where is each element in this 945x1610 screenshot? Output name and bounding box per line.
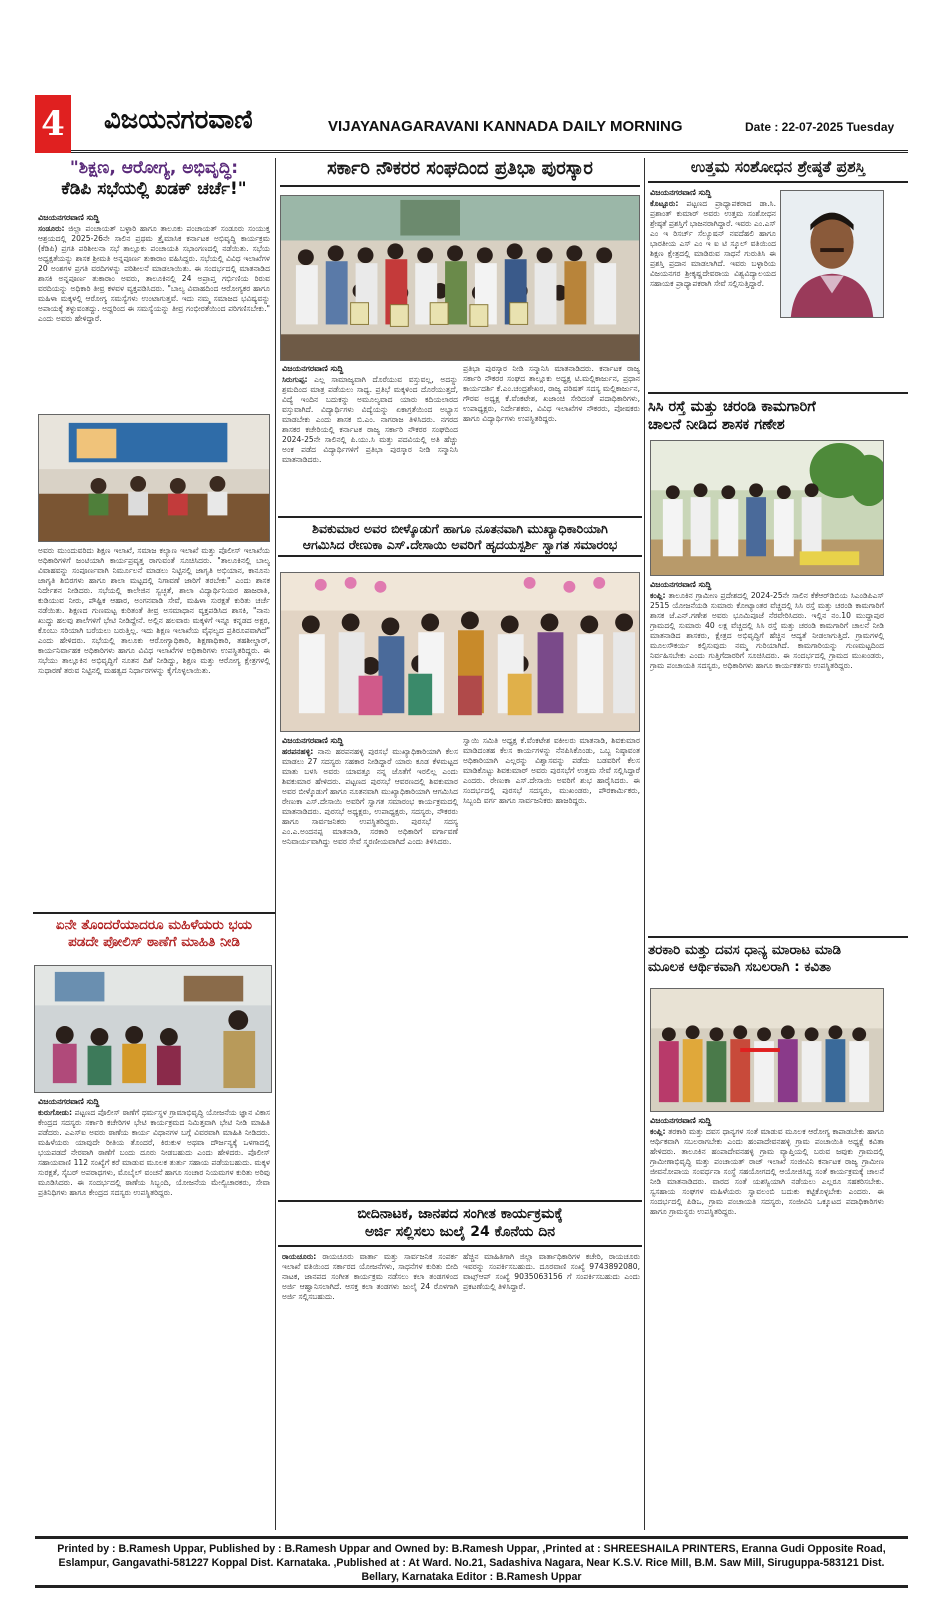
bayalata-headline	[278, 1200, 642, 1247]
farewell-body-right: ಸ್ವಾಯಿ ಸಮಿತಿ ಅಧ್ಯಕ್ಷ ಕೆ.ವೆಂಕಟೇಶ ವಕೀಲರು ಮಾತನಾಡಿ, ಶಿವಕುಮಾರ ಮಾಡಿದಂತಹ ಕೆಲಸ ಕಾರ್ಯಗಳನ್ನು ನೆನಪಿಸಿಕೊಂಡು, ಒಬ್ಬ ನಿಷ್ಠಾವಂತ ಅಧಿಕಾರಿಯಾಗಿ ಎಲ್ಲರನ್ನು ವಿಶ್ವಾಸವನ್ನು ಪಡೆದು ಬಡವರಿಗೆ ಕೆಲಸ ಮಾಡಿಕೊಟ್ಟು ಶಿವಕುಮಾರ್ ಅವರು ಪುರಸಭೆಗೆ ಉತ್ತಮ ಸೇವೆ ಸಲ್ಲಿಸಿದ್ದಾರೆ ಎಂದರು. ರೇಣುಕಾ ಎಸ್.ದೇಸಾಯಿ ಅವರಿಗೆ ಶುಭ ಹಾರೈಸಿದರು. ಈ ಸಂದರ್ಭದಲ್ಲಿ ಪುರಸಭೆ ಸದಸ್ಯರು, ಮುಖಂಡರು, ಪೌರಕಾರ್ಮಿಕರು, ಸಿಬ್ಬಂದಿ ವರ್ಗ ಹಾಗೂ ಸಾರ್ವಜನಿಕರು ಹಾಜರಿದ್ದರು.	[463, 736, 640, 806]
kdp-headline-line2: ಕೆಡಿಪಿ ಸಭೆಯಲ್ಲಿ ಖಡಕ್ ಚರ್ಚೆ!"	[61, 179, 247, 200]
research-portrait-photo	[780, 190, 884, 318]
bayalata-headline-line2: ಅರ್ಜಿ ಸಲ್ಲಿಸಲು ಜುಲೈ 24 ಕೊನೆಯ ದಿನ	[364, 1223, 556, 1240]
pratibha-body-left	[282, 375, 458, 513]
cc-road-headline-line2: ಚಾಲನೆ ನೀಡಿದ ಶಾಸಕ ಗಣೇಶ	[648, 417, 785, 434]
research-body-text: ಪಟ್ಟಣದ ಪ್ರಾಧ್ಯಾಪಕರಾದ ಡಾ.ಸಿ. ಪ್ರಶಾಂತ್ ಕುಮಾರ್ ಅವರು ಉತ್ತಮ ಸಂಶೋಧನ ಶ್ರೇಷ್ಠತೆ ಪ್ರಶಸ್ತಿಗೆ ಭಾಜನರಾಗಿದ್ದಾರೆ. ಇವರು ಎಂ.ಎಸ್ ಎಂ ಇ ರಿಸರ್ಚ್ ಸೆಲ್ಯೂಷನ್ ನವದೆಹಲಿ ಹಾಗೂ ಭಾರತೀಯ ಎಸ್ ಎಂ ಇ ಐ ಟಿ ಸ್ಕೂಲ್ ವತಿಯಿಂದ ಶಿಕ್ಷಣ ಕ್ಷೇತ್ರದಲ್ಲಿ ಮಾಡಿರುವ ಸಾಧನೆ ಗುರುತಿಸಿ ಈ ಪ್ರಶಸ್ತಿ ಪ್ರದಾನ ಮಾಡಲಾಗಿದೆ. ಇವರು ಬಳ್ಳಾರಿಯ ವಿಜಯನಗರ ಶ್ರೀಕೃಷ್ಣದೇವರಾಯ ವಿಶ್ವವಿದ್ಯಾಲಯದ ಸಹಾಯಕ ಪ್ರಾಧ್ಯಾಪಕರಾಗಿ ಸೇವೆ ಸಲ್ಲಿಸುತ್ತಿದ್ದಾರೆ.	[650, 199, 776, 289]
police-headline-line2: ಪಡದೇ ಪೋಲಿಸ್ ಠಾಣೆಗೆ ಮಾಹಿತಿ ನೀಡಿ	[68, 933, 240, 950]
imprint-footer	[35, 1536, 908, 1588]
column-rule	[644, 158, 645, 1530]
kdp-body-1	[38, 224, 270, 410]
page-number: 4	[35, 95, 71, 153]
imprint-line3: Bellary, Karnataka Editor : B.Ramesh Uppar	[361, 1570, 582, 1583]
police-byline: ವಿಜಯನಗರವಾಣಿ ಸುದ್ದಿ	[38, 1097, 100, 1106]
cc-road-body-text: ತಾಲೂಕಿನ ಗ್ರಾಮೀಣ ಪ್ರದೇಶದಲ್ಲಿ 2024-25ನೇ ಸಾಲಿನ ಕೆಕೆಆರ್‌ಡಿಬಿಯ ಸಿಎಂಡಿಪಿಎಸ್ 2515 ಯೋಜನೆಯಡಿ ಸುಮಾರು ಕೋಟ್ಯಾಂತರ ವೆಚ್ಚದಲ್ಲಿ ಸಿಸಿ ರಸ್ತೆ ಮತ್ತು ಚರಂಡಿ ಕಾಮಗಾರಿಗೆ ಶಾಸಕ ಜೆ.ಎನ್.ಗಣೇಶ ಅವರು ಭೂಮಿಪೂಜೆ ನೆರವೇರಿಸಿದರು. ಇಲ್ಲಿನ ನಂ.10 ಮುದ್ದಾಪುರ ಗ್ರಾಮದಲ್ಲಿ ಸುಮಾರು 40 ಲಕ್ಷ ವೆಚ್ಚದಲ್ಲಿ ಸಿಸಿ ರಸ್ತೆ ಮತ್ತು ಚರಂಡಿ ಕಾಮಗಾರಿಗೆ ಚಾಲನೆ ನೀಡಿ ಮಾತನಾಡಿದ ಶಾಸಕರು, ಕ್ಷೇತ್ರದ ಅಭಿವೃದ್ಧಿಗೆ ಹೆಚ್ಚಿನ ಆದ್ಯತೆ ನೀಡಲಾಗುತ್ತಿದೆ. ಗ್ರಾಮಗಳಲ್ಲಿ ಮೂಲಸೌಕರ್ಯ ಕಲ್ಪಿಸುವುದು ನಮ್ಮ ಗುರಿಯಾಗಿದೆ. ಕಾಮಗಾರಿಯನ್ನು ಗುಣಮಟ್ಟದಿಂದ ನಿರ್ವಹಿಸಬೇಕು ಎಂದು ಗುತ್ತಿಗೆದಾರರಿಗೆ ಸೂಚಿಸಿದರು. ಈ ಸಂದರ್ಭದಲ್ಲಿ ಗ್ರಾಮದ ಮುಖಂಡರು, ಗ್ರಾಮ ಪಂಚಾಯತಿ ಸದಸ್ಯರು, ಅಧಿಕಾರಿಗಳು ಹಾಗೂ ಕಾರ್ಯಕರ್ತರು ಉಪಸ್ಥಿತರಿದ್ದರು.	[650, 591, 884, 671]
cc-road-byline: ವಿಜಯನಗರವಾಣಿ ಸುದ್ದಿ	[650, 580, 712, 589]
pratibha-byline: ವಿಜಯನಗರವಾಣಿ ಸುದ್ದಿ	[282, 364, 344, 373]
bayalata-headline-line1: ಬೀದಿನಾಟಕ, ಜಾನಪದ ಸಂಗೀತ ಕಾರ್ಯಕ್ರಮಕ್ಕೆ	[357, 1206, 563, 1222]
imprint-line2: Eslampur, Gangavathi-581227 Koppal Dist. Karnataka. ,Published at : At Ward. No.21, Sadashiva Nagara, Near K.S.V. Rice Mill, B.M. Saw Mill, Siruguppa-583121 Dist.	[58, 1556, 885, 1569]
kdp-byline: ವಿಜಯನಗರವಾಣಿ ಸುದ್ದಿ	[38, 213, 100, 222]
kdp-headline	[38, 158, 270, 201]
vegetables-dateline: ಕಂಪ್ಲಿ:	[650, 1127, 666, 1136]
bayalata-body-left	[282, 1252, 458, 1530]
research-byline: ವಿಜಯನಗರವಾಣಿ ಸುದ್ದಿ	[650, 188, 712, 197]
issue-date: Date : 22-07-2025 Tuesday	[745, 120, 895, 134]
cc-road-headline	[648, 392, 908, 434]
farewell-byline: ವಿಜಯನಗರವಾಣಿ ಸುದ್ದಿ	[282, 736, 344, 745]
pratibha-body-text-left: ಎಲ್ಲ ಸಾಮಾಜ್ಯವಾಗಿ ದೊರೆಯುವ ವಸ್ತುವಲ್ಲ, ಅದನ್ನು ಶ್ರಮದಿಂದ ಮಾತ್ರ ಪಡೆಯಲು ಸಾಧ್ಯ. ಪ್ರತಿಭೆ ಮಕ್ಕಳಿಂದ ದೊರೆಯುತ್ತದೆ, ವಿದ್ಯೆ ಇಂದಿನ ಬದುಕನ್ನು ಅಮೂಲ್ಯವಾದ ಯಾರು ಕದಿಯಲಾರದ ವಸ್ತುವಾಗಿದೆ. ವಿದ್ಯಾರ್ಥಿಗಳು ವಿದ್ಯೆಯನ್ನು ಏಕಾಗ್ರತೆಯಿಂದ ಅಭ್ಯಾಸ ಮಾಡಬೇಕು ಎಂದು ಶಾಸಕ ಬಿ.ಎಂ. ನಾಗರಾಜ ತಿಳಿಸಿದರು. ನಗರದ ಶಾಸಕರ ಕಚೇರಿಯಲ್ಲಿ ಕರ್ನಾಟಕ ರಾಜ್ಯ ಸರ್ಕಾರಿ ನೌಕರರ ಸಂಘದಿಂದ 2024-25ನೇ ಸಾಲಿನಲ್ಲಿ ಪಿ.ಯು.ಸಿ ಮತ್ತು ಪದವಿಯಲ್ಲಿ ಅತಿ ಹೆಚ್ಚು ಅಂಕ ಪಡೆದ ವಿದ್ಯಾರ್ಥಿಗಳಿಗೆ ಪ್ರತಿಭಾ ಪುರಸ್ಕಾರ ನೀಡಿ ಸನ್ಮಾನಿಸಿ ಮಾತನಾಡಿದರು.	[282, 375, 458, 465]
research-dateline: ಕೊಟ್ಟೂರು:	[650, 199, 679, 208]
police-station-photo	[34, 965, 272, 1093]
column-rule	[275, 158, 276, 1530]
research-headline: ಉತ್ತಮ ಸಂಶೋಧನ ಶ್ರೇಷ್ಠತೆ ಪ್ರಶಸ್ತಿ	[648, 158, 908, 183]
bayalata-body-right: ಹೆಚ್ಚಿನ ಮಾಹಿತಿಗಾಗಿ ಜಿಲ್ಲಾ ವಾರ್ತಾಧಿಕಾರಿಗಳ ಕಚೇರಿ, ರಾಯಚೂರು ಇವರನ್ನು ಸಂಪರ್ಕಿಸಬಹುದು. ದೂರವಾಣಿ ಸಂಖ್ಯೆ 9743892080, ವಾಟ್ಸ್‌ಆಪ್ ಸಂಖ್ಯೆ 9035063156 ಗೆ ಸಂಪರ್ಕಿಸಬಹುದು ಎಂದು ಪ್ರಕಟಣೆಯಲ್ಲಿ ತಿಳಿಸಿದ್ದಾರೆ.	[463, 1252, 640, 1292]
paper-name-english: VIJAYANAGARAVANI KANNADA DAILY MORNING	[328, 118, 683, 135]
cc-road-headline-line1: ಸಿಸಿ ರಸ್ತೆ ಮತ್ತು ಚರಂಡಿ ಕಾಮಗಾರಿಗೆ	[648, 399, 816, 415]
kdp-meeting-photo	[38, 414, 270, 542]
vegetables-byline: ವಿಜಯನಗರವಾಣಿ ಸುದ್ದಿ	[650, 1116, 712, 1125]
farewell-ceremony-photo	[280, 572, 640, 732]
cc-road-dateline: ಕಂಪ್ಲಿ:	[650, 591, 666, 600]
farewell-body-left	[282, 747, 458, 1197]
farewell-headline-line2: ಆಗಮಿಸಿದ ರೇಣುಕಾ ಎಸ್.ದೇಸಾಯಿ ಅವರಿಗೆ ಹೃದಯಸ್ಪರ್ಶಿ ಸ್ವಾಗತ ಸಮಾರಂಭ	[302, 536, 618, 552]
vegetables-body	[650, 1127, 884, 1530]
research-body	[650, 199, 776, 327]
bayalata-dateline: ರಾಯಚೂರು:	[282, 1252, 317, 1261]
farewell-dateline: ಹರಪನಹಳ್ಳಿ:	[282, 747, 314, 756]
police-body	[38, 1108, 270, 1530]
police-body-text: ಪಟ್ಟಣದ ಪೊಲೀಸ್ ಠಾಣೆಗೆ ಧರ್ಮಸ್ಥಳ ಗ್ರಾಮಾಭಿವೃದ್ಧಿ ಯೋಜನೆಯ ಜ್ಞಾನ ವಿಕಾಸ ಕೇಂದ್ರದ ಸದಸ್ಯರು ಸರ್ಕಾರಿ ಕಚೇರಿಗಳ ಭೇಟಿ ಕಾರ್ಯಕ್ರಮದ ನಿಮಿತ್ತವಾಗಿ ಭೇಟಿ ನೀಡಿ ಮಾಹಿತಿ ಪಡೆದರು. ಎಎಸ್‌ಐ ಅವರು ಠಾಣೆಯ ಕಾರ್ಯ ವಿಧಾನಗಳ ಬಗ್ಗೆ ವಿವರವಾಗಿ ಮಾಹಿತಿ ನೀಡಿದರು. ಮಹಿಳೆಯರು ಯಾವುದೇ ರೀತಿಯ ತೊಂದರೆ, ಕಿರುಕುಳ ಅಥವಾ ದೌರ್ಜನ್ಯಕ್ಕೆ ಒಳಗಾದಲ್ಲಿ ಭಯಪಡದೆ ನೇರವಾಗಿ ಠಾಣೆಗೆ ಬಂದು ದೂರು ನೀಡಬಹುದು ಎಂದು ಹೇಳಿದರು. ಪೊಲೀಸ್ ಸಹಾಯವಾಣಿ 112 ಸಂಖ್ಯೆಗೆ ಕರೆ ಮಾಡುವ ಮೂಲಕ ತುರ್ತು ಸಹಾಯ ಪಡೆಯಬಹುದು. ಮಕ್ಕಳ ಸುರಕ್ಷತೆ, ಸೈಬರ್ ಅಪರಾಧಗಳು, ಮೊಬೈಲ್ ವಂಚನೆ ಹಾಗೂ ಸಂಚಾರ ನಿಯಮಗಳ ಕುರಿತು ಅರಿವು ಮೂಡಿಸಿದರು. ಈ ಸಂದರ್ಭದಲ್ಲಿ ಠಾಣೆಯ ಸಿಬ್ಬಂದಿ, ಯೋಜನೆಯ ಮೇಲ್ವಿಚಾರಕರು, ಸೇವಾ ಪ್ರತಿನಿಧಿಗಳು ಹಾಗೂ ಕೇಂದ್ರದ ಸದಸ್ಯರು ಉಪಸ್ಥಿತರಿದ್ದರು.	[38, 1108, 270, 1198]
pratibha-body-right: ಪ್ರತಿಭಾ ಪುರಸ್ಕಾರ ನೀಡಿ ಸನ್ಮಾನಿಸಿ ಮಾತನಾಡಿದರು. ಕರ್ನಾಟಕ ರಾಜ್ಯ ಸರ್ಕಾರಿ ನೌಕರರ ಸಂಘದ ತಾಲ್ಲೂಕು ಅಧ್ಯಕ್ಷ ಟಿ.ಮಲ್ಲಿಕಾರ್ಜುನ, ಪ್ರಧಾನ ಕಾರ್ಯದರ್ಶಿ ಕೆ.ಎಂ.ಚಂದ್ರಶೇಖರ, ರಾಜ್ಯ ಪರಿಷತ್ ಸದಸ್ಯ ಮಲ್ಲಿಕಾರ್ಜುನ, ಗೌರವ ಅಧ್ಯಕ್ಷ ಕೆ.ವೆಂಕಟೇಶ, ಖಜಾಂಚಿ ಸೇರಿದಂತೆ ಪದಾಧಿಕಾರಿಗಳು, ಉಪಾಧ್ಯಕ್ಷರು, ನಿರ್ದೇಶಕರು, ವಿವಿಧ ಇಲಾಖೆಗಳ ನೌಕರರು, ಪೋಷಕರು ಹಾಗೂ ವಿದ್ಯಾರ್ಥಿಗಳು ಉಪಸ್ಥಿತರಿದ್ದರು.	[463, 364, 640, 424]
kdp-dateline: ಸಂಡೂರು:	[38, 224, 65, 233]
pratibha-dateline: ಸಿರುಗುಪ್ಪ:	[282, 375, 308, 384]
police-dateline: ಕುರುಗೋಡು:	[38, 1108, 72, 1117]
vegetables-headline-line2: ಮೂಲಕ ಆರ್ಥಿಕವಾಗಿ ಸಬಲರಾಗಿ : ಕವಿತಾ	[648, 958, 832, 975]
farewell-headline	[278, 516, 642, 557]
farewell-headline-line1: ಶಿವಕುಮಾರ ಅವರ ಬೀಳ್ಕೊಡುಗೆ ಹಾಗೂ ನೂತನವಾಗಿ ಮುಖ್ಯಾಧಿಕಾರಿಯಾಗಿ	[312, 521, 608, 536]
cc-road-body	[650, 591, 884, 933]
pratibha-headline: ಸರ್ಕಾರಿ ನೌಕರರ ಸಂಘದಿಂದ ಪ್ರತಿಭಾ ಪುರಸ್ಕಾರ	[280, 158, 640, 187]
imprint-line1: Printed by : B.Ramesh Uppar, Published by : B.Ramesh Uppar and Owned by: B.Ramesh Uppar, ,Printed at : SHREESHAILA PRINTERS, Eranna Gudi Opposite Road,	[57, 1543, 886, 1555]
police-headline-line1: ಏನೇ ತೊಂದರೆಯಾದರೂ ಮಹಿಳೆಯರು ಭಯ	[55, 917, 253, 933]
vegetables-body-text: ತರಕಾರಿ ಮತ್ತು ದವಸ ಧಾನ್ಯಗಳ ಸಂತೆ ಮಾಡುವ ಮೂಲಕ ಆರೋಗ್ಯ ಕಾಪಾಡಬೇಕು ಹಾಗೂ ಆರ್ಥಿಕವಾಗಿ ಸಬಲರಾಗಬೇಕು ಎಂದು ಹಂಪಾದೇವನಹಳ್ಳಿ ಗ್ರಾಮ ಪಂಚಾಯಿತಿ ಅಧ್ಯಕ್ಷೆ ಕವಿತಾ ಹೇಳಿದರು. ತಾಲೂಕಿನ ಹಂಪಾದೇವನಹಳ್ಳಿ ಗ್ರಾಮ ವ್ಯಾಪ್ತಿಯಲ್ಲಿ ಬರುವ ಜವುಕು ಗ್ರಾಮದಲ್ಲಿ ಗ್ರಾಮೀಣಾಭಿವೃದ್ಧಿ ಮತ್ತು ಪಂಚಾಯತ್ ರಾಜ್ ಇಲಾಖೆ ಸಂಜೀವಿನಿ ಕರ್ನಾಟಕ ರಾಜ್ಯ ಗ್ರಾಮೀಣ ಜೀವನೋಪಾಯ ಸಂವರ್ಧನಾ ಸಂಸ್ಥೆ ಸಹಯೋಗದಲ್ಲಿ ಆಯೋಜಿಸಿದ್ದ ಸಂತೆ ಕಾರ್ಯಕ್ರಮಕ್ಕೆ ಚಾಲನೆ ನೀಡಿ ಮಾತನಾಡಿದರು. ವಾರದ ಸಂತೆ ಯಶಸ್ವಿಯಾಗಿ ನಡೆಯಲು ಎಲ್ಲರೂ ಸಹಕರಿಸಬೇಕು. ಸ್ವಸಹಾಯ ಸಂಘಗಳ ಮಹಿಳೆಯರು ಸ್ವಾವಲಂಬಿ ಬದುಕು ಕಟ್ಟಿಕೊಳ್ಳಬೇಕು ಎಂದರು. ಈ ಸಂದರ್ಭದಲ್ಲಿ ಪಿಡಿಒ, ಗ್ರಾಮ ಪಂಚಾಯತಿ ಸದಸ್ಯರು, ಸಂಜೀವಿನಿ ಒಕ್ಕೂಟದ ಪದಾಧಿಕಾರಿಗಳು ಹಾಗೂ ಗ್ರಾಮಸ್ಥರು ಉಪಸ್ಥಿತರಿದ್ದರು.	[650, 1127, 884, 1217]
bayalata-body-text-left: ರಾಯಚೂರು ವಾರ್ತಾ ಮತ್ತು ಸಾರ್ವಜನಿಕ ಸಂಪರ್ಕ ಇಲಾಖೆ ವತಿಯಿಂದ ಸರ್ಕಾರದ ಯೋಜನೆಗಳು, ಸಾಧನೆಗಳ ಕುರಿತು ಬೀದಿ ನಾಟಕ, ಜಾನಪದ ಸಂಗೀತ ಕಾರ್ಯಕ್ರಮ ನಡೆಸಲು ಕಲಾ ತಂಡಗಳಿಂದ ಅರ್ಜಿ ಆಹ್ವಾನಿಸಲಾಗಿದೆ. ಆಸಕ್ತ ಕಲಾ ತಂಡಗಳು ಜುಲೈ 24 ರೊಳಗಾಗಿ ಅರ್ಜಿ ಸಲ್ಲಿಸಬಹುದು.	[282, 1252, 458, 1302]
vegetables-headline-line1: ತರಕಾರಿ ಮತ್ತು ದವಸ ಧಾನ್ಯ ಮಾರಾಟ ಮಾಡಿ	[648, 942, 842, 958]
vegetables-headline	[648, 936, 908, 976]
pratibha-award-photo	[280, 195, 640, 361]
paper-name-kannada: ವಿಜಯನಗರವಾಣಿ	[104, 105, 253, 135]
police-headline	[33, 912, 275, 951]
farewell-body-text-left: ನಾನು ಹರಪನಹಳ್ಳಿ ಪುರಸಭೆ ಮುಖ್ಯಾಧಿಕಾರಿಯಾಗಿ ಕೆಲಸ ಮಾಡಲು 27 ಸದಸ್ಯರು ಸಹಕಾರ ನೀಡಿದ್ದಾರೆ ಯಾರು ಕೂಡ ಕೆಳಮಟ್ಟದ ಮಾತು ಬಳಸಿ ಅವರು ಯಾವತ್ತೂ ನನ್ನ ಜೊತೆಗೆ ಇರಲಿಲ್ಲ ಎಂದು ಶಿವಕುಮಾರ ಹೇಳಿದರು. ಪಟ್ಟಣದ ಪುರಸಭೆ ಆವರಣದಲ್ಲಿ ಶಿವಕುಮಾರ ಅವರ ಬೀಳ್ಕೊಡುಗೆ ಹಾಗೂ ನೂತನವಾಗಿ ಮುಖ್ಯಾಧಿಕಾರಿಯಾಗಿ ಆಗಮಿಸಿದ ರೇಣುಕಾ ಎಸ್.ದೇಸಾಯಿ ಅವರಿಗೆ ಸ್ವಾಗತ ಸಮಾರಂಭ ಕಾರ್ಯಕ್ರಮದಲ್ಲಿ ಮಾತನಾಡಿದರು. ಪುರಸಭೆ ಅಧ್ಯಕ್ಷರು, ಉಪಾಧ್ಯಕ್ಷರು, ಸದಸ್ಯರು, ನೌಕರರು ಹಾಗೂ ಸಾರ್ವಜನಿಕರು ಉಪಸ್ಥಿತರಿದ್ದರು. ಪುರಸಭೆ ಸದಸ್ಯ ಎಂ.ಎ.ಅಂದನಪ್ಪ ಮಾತನಾಡಿ, ಸರಕಾರಿ ಅಧಿಕಾರಿಗೆ ವರ್ಗಾವಣೆ ಅನಿವಾರ್ಯವಾಗಿದ್ದು ಅವರ ಸೇವೆ ಸ್ಮರಣೀಯವಾಗಿದೆ ಎಂದು ತಿಳಿಸಿದರು.	[282, 747, 458, 847]
kdp-body-2: ಅವರು ಮುಂದುವರಿದು ಶಿಕ್ಷಣ ಇಲಾಖೆ, ಸಮಾಜ ಕಲ್ಯಾಣ ಇಲಾಖೆ ಮತ್ತು ಪೊಲೀಸ್ ಇಲಾಖೆಯ ಅಧಿಕಾರಿಗಳಿಗೆ ಜಂಟಿಯಾಗಿ ಕಾರ್ಯಪ್ರವೃತ್ತ ರಾಗುವಂತೆ ಸೂಚಿಸಿದರು. "ತಾಲೂಕಿನಲ್ಲಿ ಬಾಲ್ಯ ವಿವಾಹವನ್ನು ಸಂಪೂರ್ಣವಾಗಿ ನಿರ್ಮೂಲನೆ ಮಾಡಲು ನಿಟ್ಟಿನಲ್ಲಿ ಜಾಗೃತಿ ಅಭಿಯಾನ, ಕಾನೂನು ಜಾಗೃತಿ ಶಿಬಿರಗಳು ಹಾಗೂ ಶಾಲಾ ಮಟ್ಟದಲ್ಲಿ ನಿಗಾವಣೆ ಜಾರಿಗೆ ತರಬೇಕು" ಎಂದು ಶಾಸಕ ನಿರ್ದೇಶನ ನೀಡಿದರು. ಸಭೆಯಲ್ಲಿ ಕಾಲೇಜಿನ ಸ್ವಚ್ಛತೆ, ಶಾಲಾ ವಿದ್ಯಾರ್ಥಿನಿಯರ ಹಾಜರಾತಿ, ಕುಡಿಯುವ ನೀರು, ಪೌಷ್ಟಿಕ ಆಹಾರ, ಅಂಗನವಾಡಿ ಸೇವೆ, ಮಹಿಳಾ ಸುರಕ್ಷತೆ ಕುರಿತು ಚರ್ಚೆ ನಡೆಯಿತು. ಶಿಕ್ಷಣದ ಗುಣಮಟ್ಟ ಕುರಿತಂತೆ ತೀವ್ರ ಅಸಮಾಧಾನ ವ್ಯಕ್ತಪಡಿಸಿದ ಶಾಸಕಿ, "ನಾನು ಖುದ್ದು ಹಲವು ಶಾಲೆಗಳಿಗೆ ಭೇಟಿ ನೀಡಿದ್ದೇನೆ. ಅಲ್ಲಿನ ಹಲವಾರು ಮಕ್ಕಳಿಗೆ ಇನ್ನೂ ಕನ್ನಡದ ಅಕ್ಷರ, ಕೊಂಬು ಸರಿಯಾಗಿ ಬರೆಯಲು ಬರುತ್ತಿಲ್ಲ. ಇದು ಶಿಕ್ಷಣ ಇಲಾಖೆಯ ವೈಫಲ್ಯದ ಪ್ರತಿರೂಪವಾಗಿದೆ" ಎಂದು ಹೇಳಿದರು. ಸಭೆಯಲ್ಲಿ ತಾಲೂಕು ಆರೋಗ್ಯಾಧಿಕಾರಿ, ಶಿಕ್ಷಣಾಧಿಕಾರಿ, ತಹಶೀಲ್ದಾರ್, ಕಾರ್ಯನಿರ್ವಾಹಕ ಅಧಿಕಾರಿಗಳು ಹಾಗೂ ವಿವಿಧ ಇಲಾಖೆಗಳ ಅಧಿಕಾರಿಗಳು ಉಪಸ್ಥಿತರಿದ್ದರು. ಈ ಸಭೆಯು ತಾಲ್ಲೂಕಿನ ಅಭಿವೃದ್ಧಿಗೆ ನೂತನ ದಿಶೆ ನೀಡಿದ್ದು, ಶಿಕ್ಷಣ ಮತ್ತು ಆರೋಗ್ಯ ಕ್ಷೇತ್ರಗಳಲ್ಲಿ ಸುಧಾರಣೆ ತರುವ ನಿಟ್ಟಿನಲ್ಲಿ ಮಹತ್ವದ ನಿರ್ಧಾರಗಳನ್ನು ಕೈಗೊಳ್ಳಲಾಯಿತು.	[38, 546, 270, 676]
vegetables-market-photo	[650, 988, 884, 1112]
cc-road-photo	[650, 440, 884, 576]
kdp-body-text-1: ಜಿಲ್ಲಾ ಪಂಚಾಯತ್ ಬಳ್ಳಾರಿ ಹಾಗೂ ತಾಲೂಕು ಪಂಚಾಯತ್ ಸಂಡೂರು ಸಂಯುಕ್ತ ಆಶ್ರಯದಲ್ಲಿ 2025-26ನೇ ಸಾಲಿನ ಪ್ರಥಮ ತ್ರೈಮಾಸಿಕ ಕರ್ನಾಟಕ ಅಭಿವೃದ್ಧಿ ಕಾರ್ಯಕ್ರಮ (ಕೆಡಿಪಿ) ಪ್ರಗತಿ ಪರಿಶೀಲನಾ ಸಭೆ ತಾಲ್ಲೂಕು ಪಂಚಾಯತಿ ಸಭಾಂಗಣದಲ್ಲಿ ನಡೆಯಿತು. ಸಭೆಯ ಅಧ್ಯಕ್ಷತೆಯನ್ನು ಶಾಸಕ ಶ್ರೀಮತಿ ಅನ್ನಪೂರ್ಣ ತುಕಾರಾಂ ವಹಿಸಿದ್ದರು. ಸಭೆಯಲ್ಲಿ ವಿವಿಧ ಇಲಾಖೆಗಳ 20 ಅಂಶಗಳ ಪ್ರಗತಿ ವರದಿಗಳನ್ನು ಪರಿಶೀಲನೆ ಮಾಡಲಾಯಿತು. ಈ ಸಂದರ್ಭದಲ್ಲಿ ಮಾತನಾಡಿದ ಶಾಸಕಿ ಅನ್ನಪೂರ್ಣ ತುಕಾರಾಂ ಅವರು, ತಾಲೂಕಿನಲ್ಲಿ 24 ಅಪ್ರಾಪ್ತ ಗರ್ಭಿಣಿಯ ರಿರುವ ವರದಿಯನ್ನು ಅಧಿಕಾರಿ ತೀವ್ರ ಕಳವಳ ವ್ಯಕ್ತಪಡಿಸಿದರು. "ಬಾಲ್ಯ ವಿವಾಹದಿಂದ ಆರೋಗ್ಯಕರ ಹಾಗೂ ಮಹಿಳಾ ಮಕ್ಕಳಲ್ಲಿ ಆರೋಗ್ಯ ಸಮಸ್ಯೆಗಳು ಉಂಟಾಗುತ್ತವೆ. ಇದು ನಮ್ಮ ಸಮಾಜದ ಭವಿಷ್ಯವನ್ನು ಅಪಾಯಕ್ಕೆ ತಳ್ಳುವಂತದ್ದು. ಅದ್ದರಿಂದ ಈ ಸಮಸ್ಯೆಯನ್ನು ತೀವ್ರ ಗಂಭೀರತೆಯಿಂದ ಪರಿಗಣಿಸಬೇಕು." ಎಂದು ಅವರು ಹೇಳಿದ್ದಾರೆ.	[38, 224, 270, 324]
kdp-headline-line1: "ಶಿಕ್ಷಣ, ಆರೋಗ್ಯ, ಅಭಿವೃದ್ಧಿ:	[69, 158, 239, 178]
